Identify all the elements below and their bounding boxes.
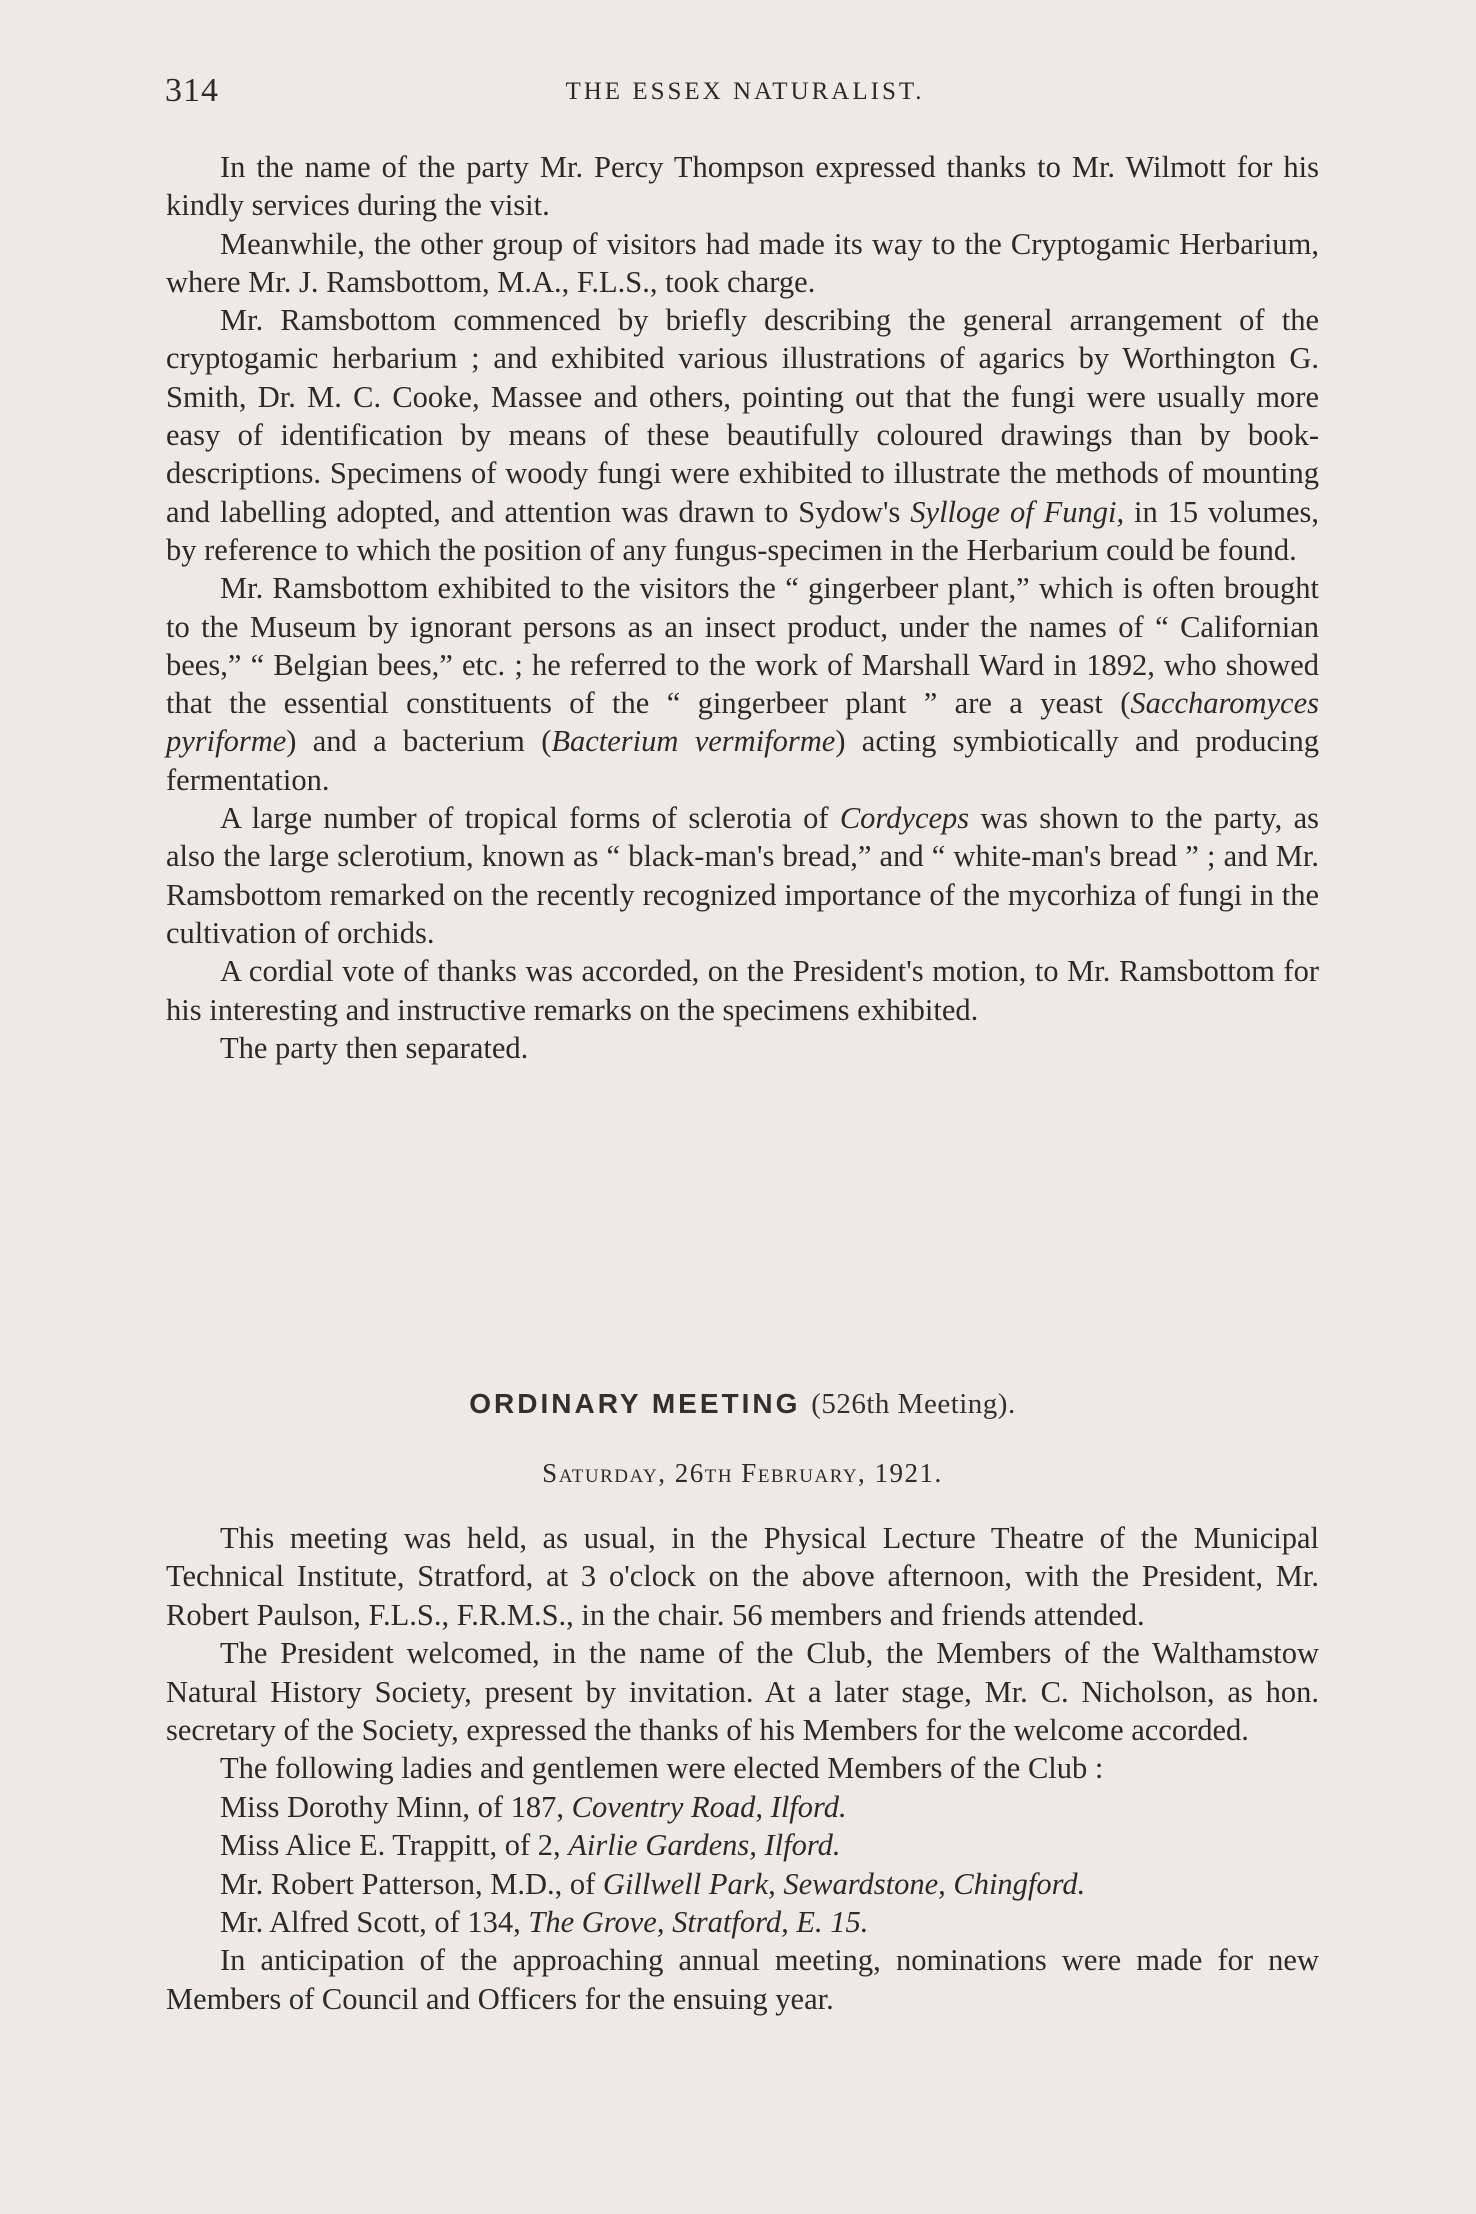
text-run-italic: Saccharomyces pyriforme [166, 686, 1319, 759]
journal-title: THE ESSEX NATURALIST. [565, 78, 925, 105]
text-run-italic: Cordyceps [839, 801, 970, 836]
text-run: Mr. Ramsbottom commenced by briefly describing the general arrangement of the cryptogamic herbarium ; and exhibited various illustrations of agarics by Worthington G. Smith, Dr. M. C. Cooke, Massee and others, pointing out that the fungi were usually more easy of identification by means of these beautifully coloured drawings than by book-descriptions. Specimens of woody fungi were exhibited to illustrate the methods of mounting and labelling adopted, and attention was drawn to Sydow's [166, 303, 1319, 529]
member-entry [166, 1865, 1319, 1903]
paragraph: The party then separated. [220, 1030, 529, 1065]
page-number: 314 [165, 72, 219, 109]
member-name: Miss Alice E. Trappitt, of 2, [220, 1828, 569, 1863]
member-address: Coventry Road, Ilford. [571, 1789, 847, 1824]
text-run: ) and a bacterium ( [286, 724, 552, 759]
paragraph: A cordial vote of thanks was accorded, on the President's motion, to Mr. Ramsbottom for his interesting and instructive remarks on the specimens exhibited. [166, 954, 1319, 1027]
paragraph [166, 301, 1319, 569]
member-name: Miss Dorothy Minn, of 187, [220, 1789, 572, 1824]
member-entry [166, 1788, 1319, 1826]
text-run: Mr. Ramsbottom exhibited to the visitors the “ gingerbeer plant,” which is often brought to the Museum by ignorant persons as an insect product, under the names of “ Californian bees,” “ Belgian bees,” etc. ; he referred to the work of Marshall Ward in 1892, who showed that the essential constituents of the “ gingerbeer plant ” are a yeast ( [166, 571, 1319, 721]
text-run: A large number of tropical forms of sclerotia of [220, 801, 840, 836]
text-run-italic: Bacterium vermiforme [551, 724, 836, 759]
member-address: Gillwell Park, Sewardstone, Chingford. [602, 1866, 1086, 1901]
meeting-heading-title: ORDINARY MEETING [469, 1388, 801, 1419]
paragraph [166, 799, 1319, 952]
paragraph: The President welcomed, in the name of the Club, the Members of the Walthamstow Natural History Society, present by invitation. At a later stage, Mr. C. Nicholson, as hon. secretary of the Society, expressed the thanks of his Members for the welcome accorded. [166, 1636, 1319, 1748]
text-run-italic: Sylloge of Fungi, [910, 494, 1125, 529]
paragraph: In the name of the party Mr. Percy Thompson expressed thanks to Mr. Wilmott for his kindly services during the visit. [166, 150, 1319, 223]
meeting-heading-number: (526th Meeting). [811, 1388, 1016, 1420]
member-address: Airlie Gardens, Ilford. [568, 1828, 841, 1863]
paragraph: Meanwhile, the other group of visitors had made its way to the Cryptogamic Herbarium, where Mr. J. Ramsbottom, M.A., F.L.S., took charge. [166, 226, 1319, 299]
meeting-body [166, 1519, 1319, 2018]
meeting-date: Saturday, 26th February, 1921. [542, 1458, 943, 1488]
member-name: Mr. Alfred Scott, of 134, [220, 1905, 529, 1940]
member-address: The Grove, Stratford, E. 15. [528, 1905, 869, 1940]
member-entry [166, 1826, 1319, 1864]
paragraph: In anticipation of the approaching annual meeting, nominations were made for new Members of Council and Officers for the ensuing year. [166, 1943, 1319, 2016]
text-run: was shown to the party, as also the large sclerotium, known as “ black-man's bread,” and “ white-man's bread ” ; and Mr. Ramsbottom remarked on the recently recognized importance of the mycorhiza of fungi in the cultivation of orchids. [166, 801, 1319, 950]
running-head [165, 72, 1325, 122]
member-entry [166, 1903, 1319, 1941]
paragraph: This meeting was held, as usual, in the Physical Lecture Theatre of the Municipal Technical Institute, Stratford, at 3 o'clock on the above afternoon, with the President, Mr. Robert Paulson, F.L.S., F.R.M.S., in the chair. 56 members and friends attended. [166, 1521, 1319, 1632]
paragraph: The following ladies and gentlemen were elected Members of the Club : [220, 1751, 1104, 1786]
article-body-top [166, 148, 1319, 1067]
paragraph [166, 569, 1319, 799]
text-run: ) acting symbiotically and producing fermentation. [166, 724, 1320, 797]
text-run: in 15 volumes, by reference to which the position of any fungus-specimen in the Herbarium could be found. [166, 494, 1319, 567]
member-name: Mr. Robert Patterson, M.D., of [220, 1866, 603, 1901]
meeting-heading [166, 1388, 1319, 1421]
